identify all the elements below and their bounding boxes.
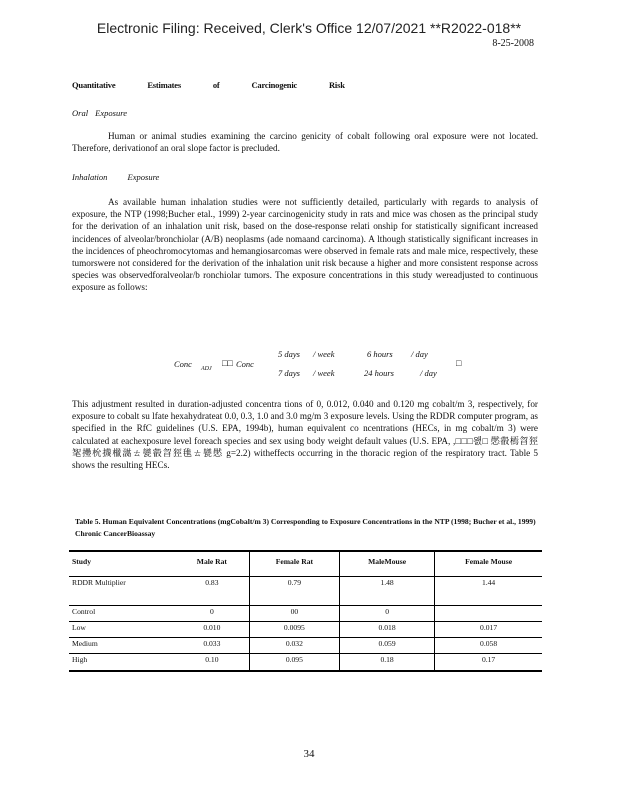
eq-equals-symbol: □□ — [222, 358, 233, 368]
table-cell: 0.058 — [435, 638, 542, 654]
row-label: Control — [69, 606, 175, 622]
table-cell: 0.79 — [249, 577, 339, 606]
eq-den-hours: 24 hours — [364, 368, 394, 378]
eq-lhs-sub: ADJ — [201, 366, 212, 372]
eq-num-hours: 6 hours — [367, 349, 393, 359]
table-cell: 0 — [175, 606, 249, 622]
table-row — [69, 654, 542, 672]
table-row — [69, 622, 542, 638]
eq-num-week: / week — [313, 349, 335, 359]
table-cell: 0.017 — [435, 622, 542, 638]
inhalation-paragraph-1: As available human inhalation studies were not sufficiently detailed, particularly with regards to analysis of exposure, the NTP (1998;Bucher etal., 1999) 2-year carcinogenicity study in rats and mice was chosen as the principal study for the derivation of an inhalation unit risk, based on the dose-response relati onship for statistically significant increased incidences of alveolar/bronchiolar (A/B) neoplasms (ade nomaand carcinoma). A lthough statistically significant increases in the incidences of pheochromocytomas and hemangiosarcomas were observed in female rats and male mice, respectively, these tumorswere not considered for the derivation of the inhalation unit risk because a higher and more consistent response across species was observedforalveolar/b ronchiolar tumors. The exposure concentrations in this study wereadjusted to continuous exposure as follows: — [72, 197, 538, 293]
row-label: High — [69, 654, 175, 672]
column-header: Female Rat — [249, 551, 339, 577]
column-header: Female Mouse — [435, 551, 542, 577]
table-cell: 0.032 — [249, 638, 339, 654]
table-cell: 1.48 — [340, 577, 435, 606]
column-header: Male Rat — [175, 551, 249, 577]
table-row — [69, 606, 542, 622]
table-cell: 0.018 — [340, 622, 435, 638]
table-cell: 0.17 — [435, 654, 542, 672]
table-cell: 0.010 — [175, 622, 249, 638]
eq-rhs: Conc — [236, 359, 254, 369]
inhalation-heading: Inhalation Exposure — [72, 172, 160, 182]
table-row — [69, 638, 542, 654]
table-caption: Table 5. Human Equivalent Concentrations (mgCobalt/m 3) Corresponding to Exposure Concentrations in the NTP (1998; Bucher et al., 1999) Chronic CancerBioassay — [69, 508, 542, 551]
table-cell: 0.18 — [340, 654, 435, 672]
table-cell: 00 — [249, 606, 339, 622]
eq-lhs: Conc — [174, 359, 192, 369]
page-number: 34 — [303, 748, 315, 760]
table-cell — [435, 606, 542, 622]
table-cell: 0.10 — [175, 654, 249, 672]
hec-table — [69, 508, 542, 672]
row-label: RDDR Multiplier — [69, 577, 175, 606]
table-cell: 0.83 — [175, 577, 249, 606]
table-cell: 1.44 — [435, 577, 542, 606]
eq-num-day: / day — [411, 349, 428, 359]
column-header: MaleMouse — [340, 551, 435, 577]
row-label: Medium — [72, 639, 98, 648]
oral-paragraph: Human or animal studies examining the carcino genicity of cobalt following oral exposure were not located. Therefore, derivationof an oral slope factor is precluded. — [72, 131, 538, 154]
filing-stamp: Electronic Filing: Received, Clerk's Office 12/07/2021 **R2022-018** — [96, 20, 522, 36]
table-cell: 0.0095 — [249, 622, 339, 638]
oral-heading: Oral Exposure — [72, 108, 127, 118]
eq-den-day: / day — [420, 368, 437, 378]
table-row — [69, 577, 542, 606]
table-cell: 0.059 — [340, 638, 435, 654]
table-cell: 0 — [340, 606, 435, 622]
eq-end-symbol: □ — [456, 358, 462, 368]
inhalation-paragraph-2: This adjustment resulted in duration-adjusted concentra tions of 0, 0.012, 0.040 and 0.120 mg cobalt/m 3, respectively, for exposure to cobalt su lfate hexahydrateat 0.0, 0.3, 1.0 and 3.0 mg/m 3 exposure levels. Using the RDDR computer program, as specified in the RfC guidelines (U.S. EPA, 1994b), human equivalent co ncentrations (HECs, in mg cobalt/m 3) were calculated at eachexposure level foreach species and sex using body weight default values (U.S. EPA, ,□□□왨□ 㦔㲊㯊㫚㹵㲛㩸㭇㩢㯿㵈ㄊ㽋㲊㫚㹵㲝ㄊ㽋㦔 g=2.2) witheffects occurring in the thoracic region of the respiratory tract. Table 5 shows the resulting HECs. — [72, 399, 538, 471]
eq-den-week: / week — [313, 368, 335, 378]
section-heading: Quantitative Estimates of Carcinogenic Risk — [72, 80, 345, 90]
row-label: Low — [69, 622, 175, 638]
column-header: Study — [69, 551, 175, 577]
eq-den-days: 7 days — [278, 368, 300, 378]
table-cell: 0.095 — [249, 654, 339, 672]
eq-num-days: 5 days — [278, 349, 300, 359]
table-cell: 0.033 — [203, 639, 221, 648]
document-date: 8-25-2008 — [492, 38, 534, 49]
